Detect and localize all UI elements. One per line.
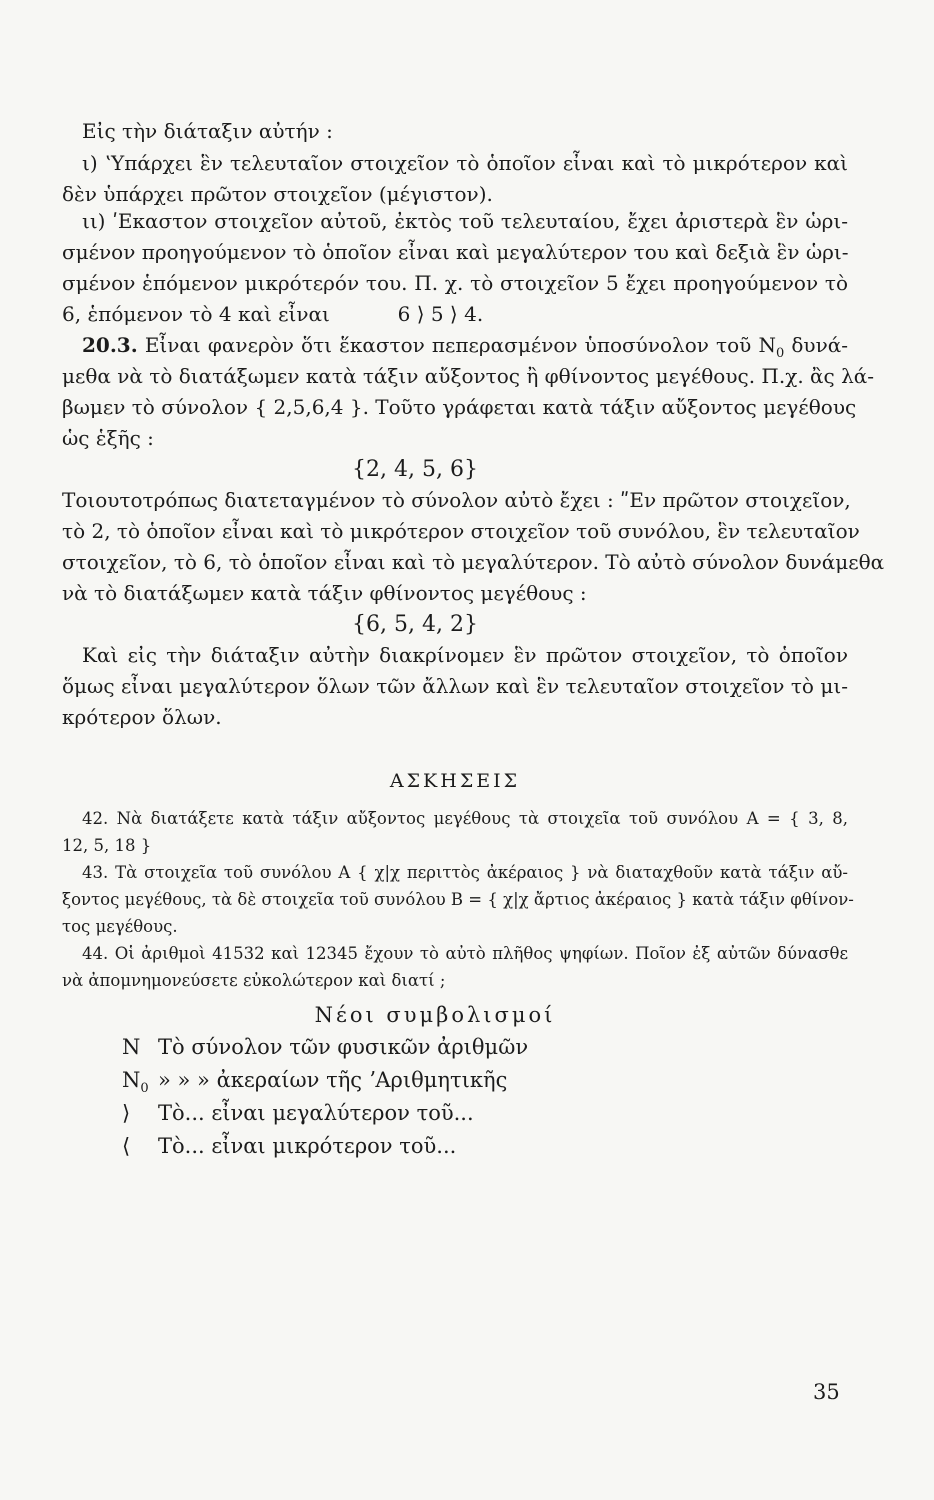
n0-subscript: 0 [775, 346, 785, 361]
symbols-list [62, 1031, 848, 1163]
para-3-line-2: ὅμως εἶναι μεγαλύτερον ὅλων τῶν ἄλλων καὶ ἓν τελευταῖον στοιχεῖον τὸ μι- [62, 674, 848, 698]
page-number: 35 [813, 1380, 840, 1404]
exercise-44-line-2: νὰ ἀπομνημονεύσετε εὐκολώτερον καὶ διατί ; [62, 971, 446, 990]
item-2 [62, 206, 848, 330]
section-line-1-end: δυνά- [784, 333, 848, 357]
item-2-line-2: σμένον προηγούμενον τὸ ὁποῖον εἶναι καὶ μεγαλύτερον του καὶ δεξιὰ ἓν ὡρι- [62, 240, 849, 264]
symbol-row [122, 1097, 848, 1130]
exercise-43-line-2: ξοντος μεγέθους, τὰ δὲ στοιχεῖα τοῦ συνόλου B = { χ|χ ἄρτιος ἀκέραιος } κατὰ τάξιν φθίνον- [62, 890, 854, 909]
para-2-line-3: στοιχεῖον, τὸ 6, τὸ ὁποῖον εἶναι καὶ τὸ μεγαλύτερον. Τὸ αὐτὸ σύνολον δυνάμεθα [62, 550, 885, 574]
symbol-row [122, 1064, 848, 1097]
item-1 [62, 148, 848, 210]
ordered-set-descending: {6, 5, 4, 2} [352, 612, 478, 637]
intro-line: Εἰς τὴν διάταξιν αὐτήν : [82, 119, 333, 143]
section-line-1-text: Εἶναι φανερὸν ὅτι ἕκαστον πεπερασμένον ὑποσύνολον τοῦ N [144, 333, 776, 357]
item-1-line-2: δὲν ὑπάρχει πρῶτον στοιχεῖον (μέγιστον). [62, 182, 493, 206]
item-2-line-4 [62, 299, 848, 330]
section-line-2: μεθα νὰ τὸ διατάξωμεν κατὰ τάξιν αὔξοντος ἢ φθίνοντος μεγέθους. Π.χ. ἂς λά- [62, 364, 875, 388]
para-2-line-2: τὸ 2, τὸ ὁποῖον εἶναι καὶ τὸ μικρότερον στοιχεῖον τοῦ συνόλου, ἓν τελευταῖον [62, 519, 860, 543]
section-line-4: ὡς ἑξῆς : [62, 426, 154, 450]
item-2-line-4-text: 6, ἑπόμενον τὸ 4 καὶ εἶναι [62, 302, 330, 326]
exercises-heading: ΑΣΚΗΣΕΙΣ [389, 770, 521, 792]
item-1-line-1: ι) ʽΥπάρχει ἓν τελευταῖον στοιχεῖον τὸ ὁποῖον εἶναι καὶ τὸ μικρότερον καὶ [82, 151, 848, 175]
inequality-chain: 6 ⟩ 5 ⟩ 4. [397, 302, 484, 326]
exercise-42-line-1: 42. Νὰ διατάξετε κατὰ τάξιν αὔξοντος μεγέθους τὰ στοιχεῖα τοῦ συνόλου A = { 3, 8, [82, 809, 848, 828]
exercises [62, 766, 854, 994]
section-20-3 [62, 330, 885, 733]
para-2-line-4: νὰ τὸ διατάξωμεν κατὰ τάξιν φθίνοντος μεγέθους : [62, 581, 587, 605]
symbol-meaning: » » » ἀκεραίων τῆς ʼΑριθμητικῆς [158, 1068, 508, 1092]
para-3-line-3: κρότερον ὅλων. [62, 705, 222, 729]
exercise-43-line-3: τος μεγέθους. [62, 917, 178, 936]
ordered-set-ascending: {2, 4, 5, 6} [352, 457, 478, 482]
para-3-line-1: Καὶ εἰς τὴν διάταξιν αὐτὴν διακρίνομεν ἓν πρῶτον στοιχεῖον, τὸ ὁποῖον [82, 643, 848, 667]
symbol-row [122, 1130, 848, 1163]
exercise-44-line-1: 44. Οἱ ἀριθμοὶ 41532 καὶ 12345 ἔχουν τὸ αὐτὸ πλῆθος ψηφίων. Ποῖον ἐξ αὐτῶν δύνασθε [82, 944, 848, 963]
symbol-meaning: Τὸ σύνολον τῶν φυσικῶν ἀριθμῶν [158, 1035, 529, 1059]
new-symbols-heading: Νέοι συμβολισμοί [314, 1003, 556, 1027]
item-2-line-1: ιι) ʹΕκαστον στοιχεῖον αὐτοῦ, ἐκτὸς τοῦ τελευταίου, ἔχει ἀριστερὰ ἓν ὡρι- [82, 209, 848, 233]
section-20-3-line-1 [62, 330, 848, 361]
symbol-less-than: ⟨ [122, 1134, 131, 1158]
symbol-n0-subscript: 0 [140, 1081, 149, 1097]
intro-paragraph [62, 116, 848, 147]
symbol-n: N [122, 1035, 141, 1059]
para-2-line-1: Τοιουτοτρόπως διατεταγμένον τὸ σύνολον αὐτὸ ἔχει : ʺΕν πρῶτον στοιχεῖον, [62, 488, 851, 512]
exercise-42-line-2: 12, 5, 18 } [62, 836, 152, 855]
exercise-43-line-1: 43. Τὰ στοιχεῖα τοῦ συνόλου A { χ|χ περιττὸς ἀκέραιος } νὰ διαταχθοῦν κατὰ τάξιν αὔ- [82, 863, 848, 882]
new-symbols [62, 1000, 848, 1163]
symbol-row [122, 1031, 848, 1064]
section-number: 20.3. [82, 333, 138, 357]
item-2-line-3: σμένον ἑπόμενον μικρότερόν του. Π. χ. τὸ στοιχεῖον 5 ἔχει προηγούμενον τὸ [62, 271, 848, 295]
symbol-meaning: Τὸ... εἶναι μικρότερον τοῦ... [158, 1134, 457, 1158]
section-line-3: βωμεν τὸ σύνολον { 2,5,6,4 }. Τοῦτο γράφεται κατὰ τάξιν αὔξοντος μεγέθους [62, 395, 857, 419]
symbol-n0-letter: N [122, 1068, 141, 1092]
symbol-meaning: Τὸ... εἶναι μεγαλύτερον τοῦ... [158, 1101, 474, 1125]
symbol-greater-than: ⟩ [122, 1101, 131, 1125]
